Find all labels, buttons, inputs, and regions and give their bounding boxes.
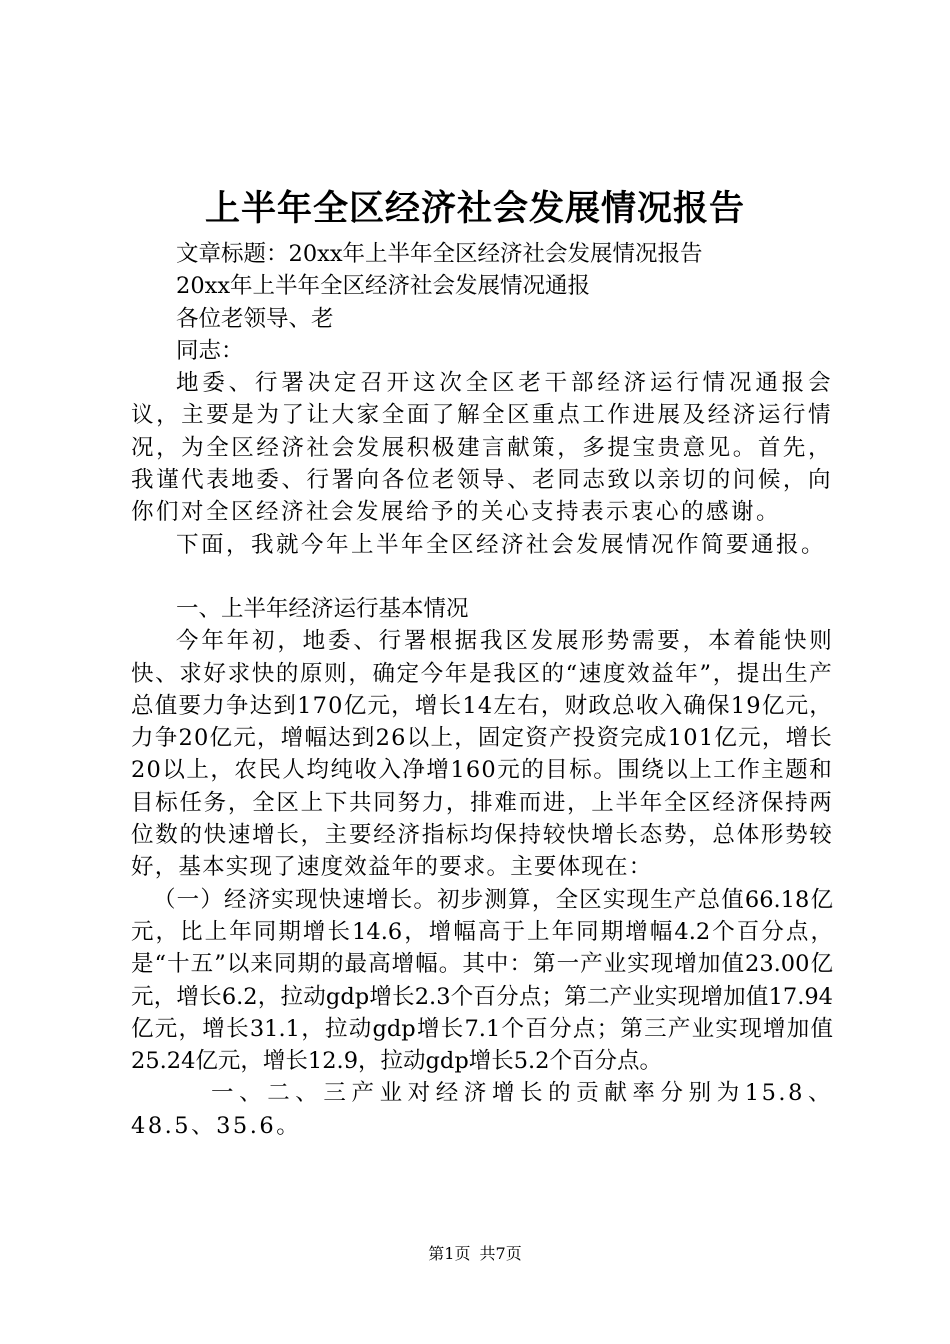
page-footer — [0, 1244, 950, 1264]
section-paragraph: 今年年初，地委、行署根据我区发展形势需要，本着能快则快、求好求快的原则，确定今年是我区的“速度效益年”，提出生产总值要力争达到170亿元，增长14左右，财政总收入确保19亿元，力争20亿元，增幅达到26以上，固定资产投资完成101亿元，增长20以上，农民人均纯收入净增160元的目标。围绕以上工作主题和目标任务，全区上下共同努力，排难而进，上半年全区经济保持两位数的快速增长，主要经济指标均保持较快增长态势，总体形势较好，基本实现了速度效益年的要求。主要体现在： — [131, 628, 833, 881]
growth-paragraph: （一）经济实现快速增长。初步测算，全区实现生产总值66.18亿元，比上年同期增长14.6，增幅高于上年同期增幅4.2个百分点，是“十五”以来同期的最高增幅。其中：第一产业实现增加值23.00亿元，增长6.2，拉动gdp增长2.3个百分点；第二产业实现增加值17.94亿元，增长31.1，拉动gdp增长7.1个百分点；第三产业实现增加值25.24亿元，增长12.9，拉动gdp增长5.2个百分点。 — [131, 886, 833, 1075]
page-number: 第1页 — [428, 1244, 471, 1263]
article-title-line: 文章标题：20xx年上半年全区经济社会发展情况报告 — [176, 241, 703, 267]
subtitle-line: 20xx年上半年全区经济社会发展情况通报 — [176, 273, 591, 300]
salutation-line: 各位老领导、老 — [176, 305, 334, 332]
page-total: 共7页 — [479, 1244, 522, 1263]
blank-line — [131, 561, 833, 593]
document-title: 上半年全区经济社会发展情况报告 — [204, 188, 745, 229]
contribution-paragraph: 一、二、三产业对经济增长的贡献率分别为15.8、48.5、35.6。 — [131, 1080, 833, 1139]
document-body — [131, 238, 833, 1142]
salutation-continued: 同志： — [176, 337, 244, 364]
transition-paragraph: 下面，我就今年上半年全区经济社会发展情况作简要通报。 — [176, 531, 827, 558]
intro-paragraph: 地委、行署决定召开这次全区老干部经济运行情况通报会议，主要是为了让大家全面了解全区重点工作进展及经济运行情况，为全区经济社会发展积极建言献策，多提宝贵意见。首先，我谨代表地委、行署向各位老领导、老同志致以亲切的问候，向你们对全区经济社会发展给予的关心支持表示衷心的感谢。 — [131, 370, 833, 526]
section-heading: 一、上半年经济运行基本情况 — [176, 595, 469, 622]
